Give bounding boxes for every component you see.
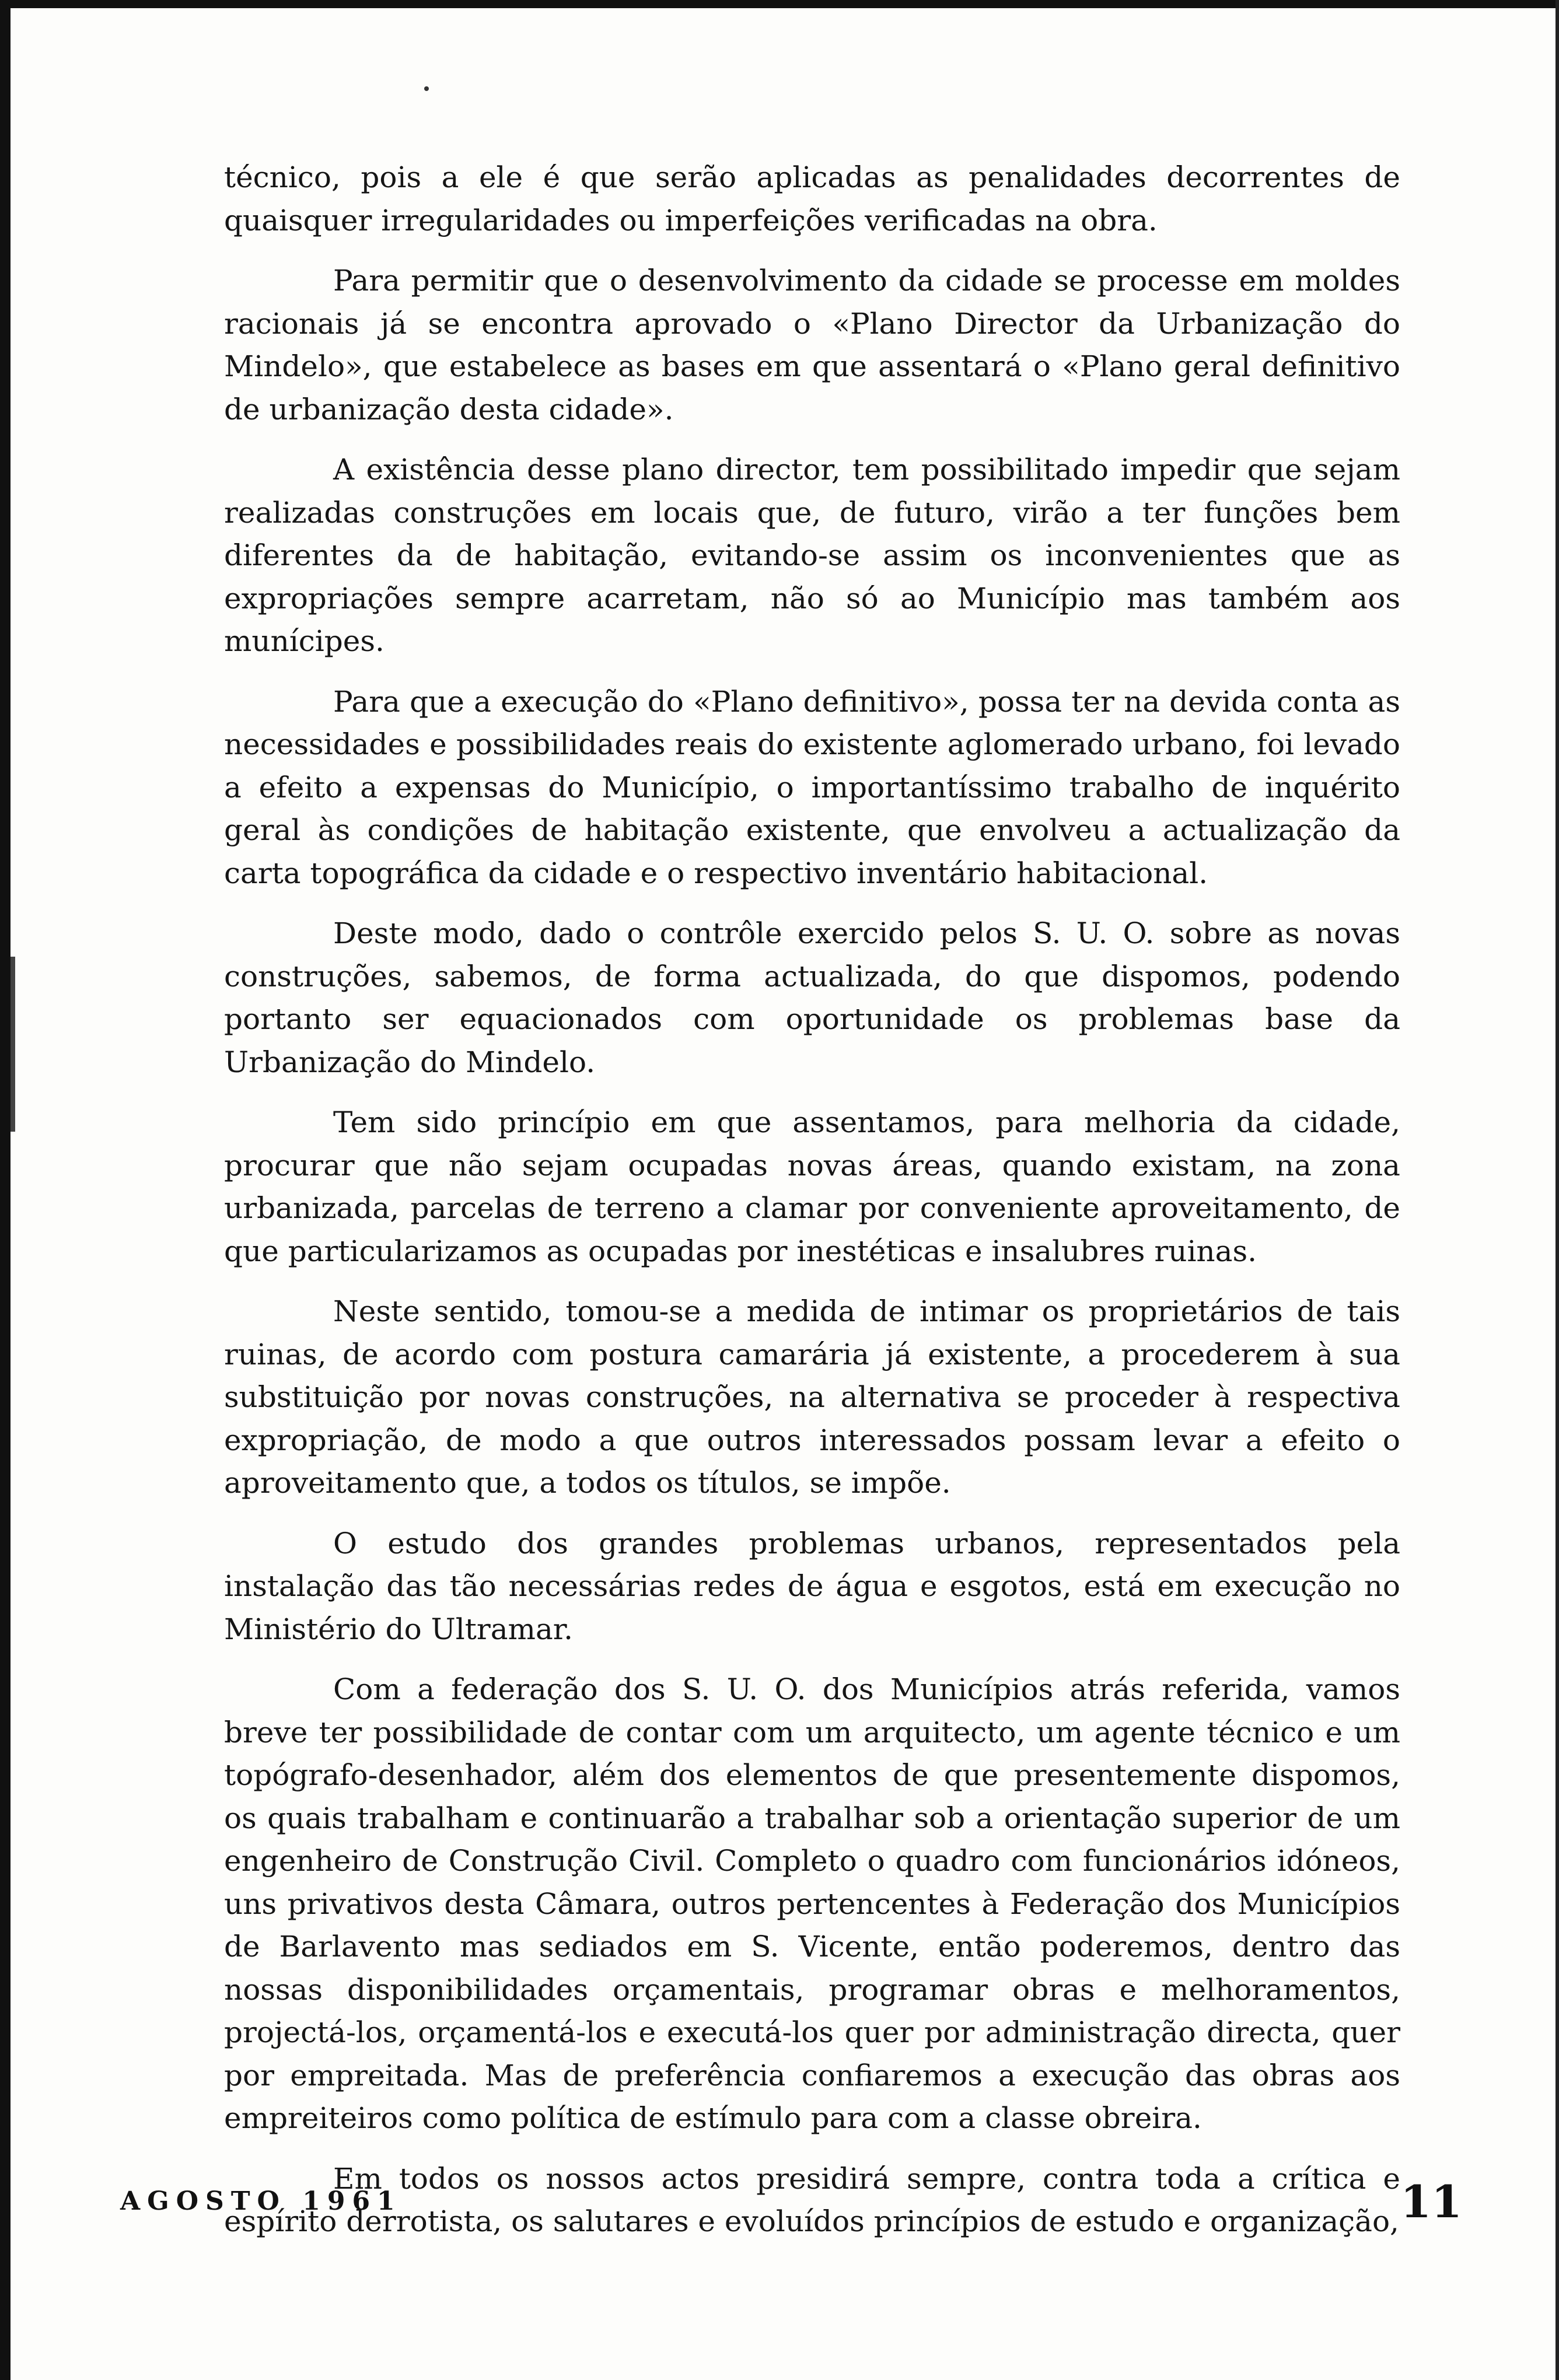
page-footer xyxy=(120,2176,1462,2228)
footer-date: AGOSTO 1961 xyxy=(120,2186,402,2216)
paragraph: Deste modo, dado o contrôle exercido pelos S. U. O. sobre as novas construções, sabemos, de forma actualizada, do que dispomos, podendo portanto ser equacionados com oportunidade os problemas base da Urbanização do Mindelo. xyxy=(224,916,1400,1079)
paragraph: Tem sido princípio em que assentamos, para melhoria da cidade, procurar que não sejam ocupadas novas áreas, quando existam, na zona urbanizada, parcelas de terreno a clamar por conveniente aproveitamento, de que particularizamos as ocupadas por inestéticas e insalubres ruinas. xyxy=(224,1105,1400,1268)
paragraph: Em todos os nossos actos presidirá sempre, contra toda a crítica e espírito derrotista, os salutares e evoluídos princípios de estudo e organização, xyxy=(224,2161,1400,2238)
scan-border-top xyxy=(0,0,1559,8)
scan-speck xyxy=(424,86,429,91)
scan-border-left xyxy=(0,0,11,2380)
paragraph: Para permitir que o desenvolvimento da cidade se processe em moldes racionais já se encontra aprovado o «Plano Director da Urbanização do Mindelo», que estabelece as bases em que assentará o «Plano geral definitivo de urbanização desta cidade». xyxy=(224,264,1400,426)
paragraph: O estudo dos grandes problemas urbanos, representados pela instalação das tão necessárias redes de água e esgotos, está em execução no Ministério do Ultramar. xyxy=(224,1526,1400,1646)
paragraph: Para que a execução do «Plano definitivo», possa ter na devida conta as necessidades e possibilidades reais do existente aglomerado urbano, foi levado a efeito a expensas do Município, o importantíssimo trabalho de inquérito geral às condições de habitação existente, que envolveu a actualização da carta topográfica da cidade e o respectivo inventário habitacional. xyxy=(224,684,1400,890)
page-number: 11 xyxy=(1400,2176,1462,2228)
paragraph: Neste sentido, tomou-se a medida de intimar os proprietários de tais ruinas, de acordo com postura camarária já existente, a procederem à sua substituição por novas construções, na alternativa se proceder à respectiva expropriação, de modo a que outros interessados possam levar a efeito o aproveitamento que, a todos os títulos, se impõe. xyxy=(224,1294,1400,1500)
scan-border-right xyxy=(1555,0,1559,2380)
paragraph: Com a federação dos S. U. O. dos Municípios atrás referida, vamos breve ter possibilidade de contar com um arquitecto, um agente técnico e um topógrafo-desenhador, além dos elementos de que presentemente dispomos, os quais trabalham e continuarão a trabalhar sob a orientação superior de um engenheiro de Construção Civil. Completo o quadro com funcionários idóneos, uns privativos desta Câmara, outros pertencentes à Federação dos Municípios de Barlavento mas sediados em S. Vicente, então poderemos, dentro das nossas disponibilidades orçamentais, programar obras e melhoramentos, projectá-los, orçamentá-los e executá-los quer por administração directa, quer por empreitada. Mas de preferência confiaremos a execução das obras aos empreiteiros como política de estímulo para com a classe obreira. xyxy=(224,1672,1400,2135)
scan-border-left-shadow xyxy=(11,957,15,1132)
body-text xyxy=(224,156,1400,2261)
paragraph: A existência desse plano director, tem possibilitado impedir que sejam realizadas construções em locais que, de futuro, virão a ter funções bem diferentes da de habitação, evitando-se assim os inconvenientes que as expropriações sempre acarretam, não só ao Município mas também aos munícipes. xyxy=(224,453,1400,658)
paragraph-continuation: técnico, pois a ele é que serão aplicadas as penalidades decorrentes de quaisquer irregularidades ou imperfeições verificadas na obra. xyxy=(224,160,1400,237)
